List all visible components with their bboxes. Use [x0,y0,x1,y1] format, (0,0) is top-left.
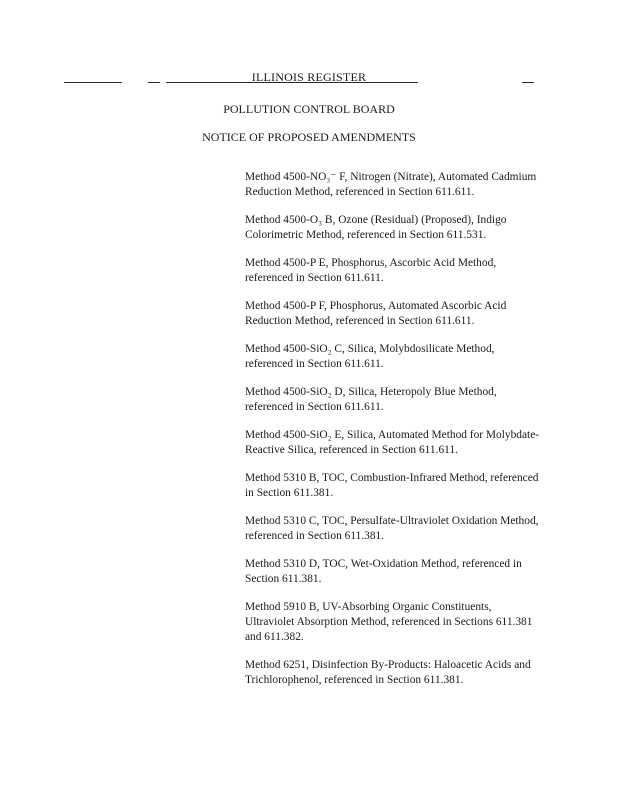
method-entry: Method 4500-SiO₂ E, Silica, Automated Method for Molybdate-Reactive Silica, referenced in Section 611.611. [245,429,540,456]
method-entry: Method 4500-P F, Phosphorus, Automated Ascorbic Acid Reduction Method, referenced in Section 611.611. [245,300,507,327]
register-title: ILLINOIS REGISTER [251,70,367,84]
method-entry: Method 4500-SiO₂ C, Silica, Molybdosilicate Method, referenced in Section 611.611. [245,343,495,370]
method-entry: Method 4500-P E, Phosphorus, Ascorbic Acid Method, referenced in Section 611.611. [245,257,497,284]
method-entry: Method 4500-NO₃⁻ F, Nitrogen (Nitrate), Automated Cadmium Reduction Method, referenced in Section 611.611. [245,171,537,198]
method-entry: Method 6251, Disinfection By-Products: Haloacetic Acids and Trichlorophenol, referenced in Section 611.381. [245,659,531,686]
method-entry: Method 4500-O₃ B, Ozone (Residual) (Proposed), Indigo Colorimetric Method, referenced in Section 611.531. [245,214,507,241]
method-list [245,170,540,701]
method-entry: Method 5310 B, TOC, Combustion-Infrared Method, referenced in Section 611.381. [245,472,539,499]
method-entry: Method 5910 B, UV-Absorbing Organic Constituents, Ultraviolet Absorption Method, referenced in Sections 611.381 and 611.382. [245,601,533,643]
notice-heading: NOTICE OF PROPOSED AMENDMENTS [202,130,416,144]
board-name: POLLUTION CONTROL BOARD [223,102,395,116]
method-entry: Method 5310 C, TOC, Persulfate-Ultraviolet Oxidation Method, referenced in Section 611.381. [245,515,539,542]
method-entry: Method 5310 D, TOC, Wet-Oxidation Method, referenced in Section 611.381. [245,558,522,585]
method-entry: Method 4500-SiO₂ D, Silica, Heteropoly Blue Method, referenced in Section 611.611. [245,386,497,413]
